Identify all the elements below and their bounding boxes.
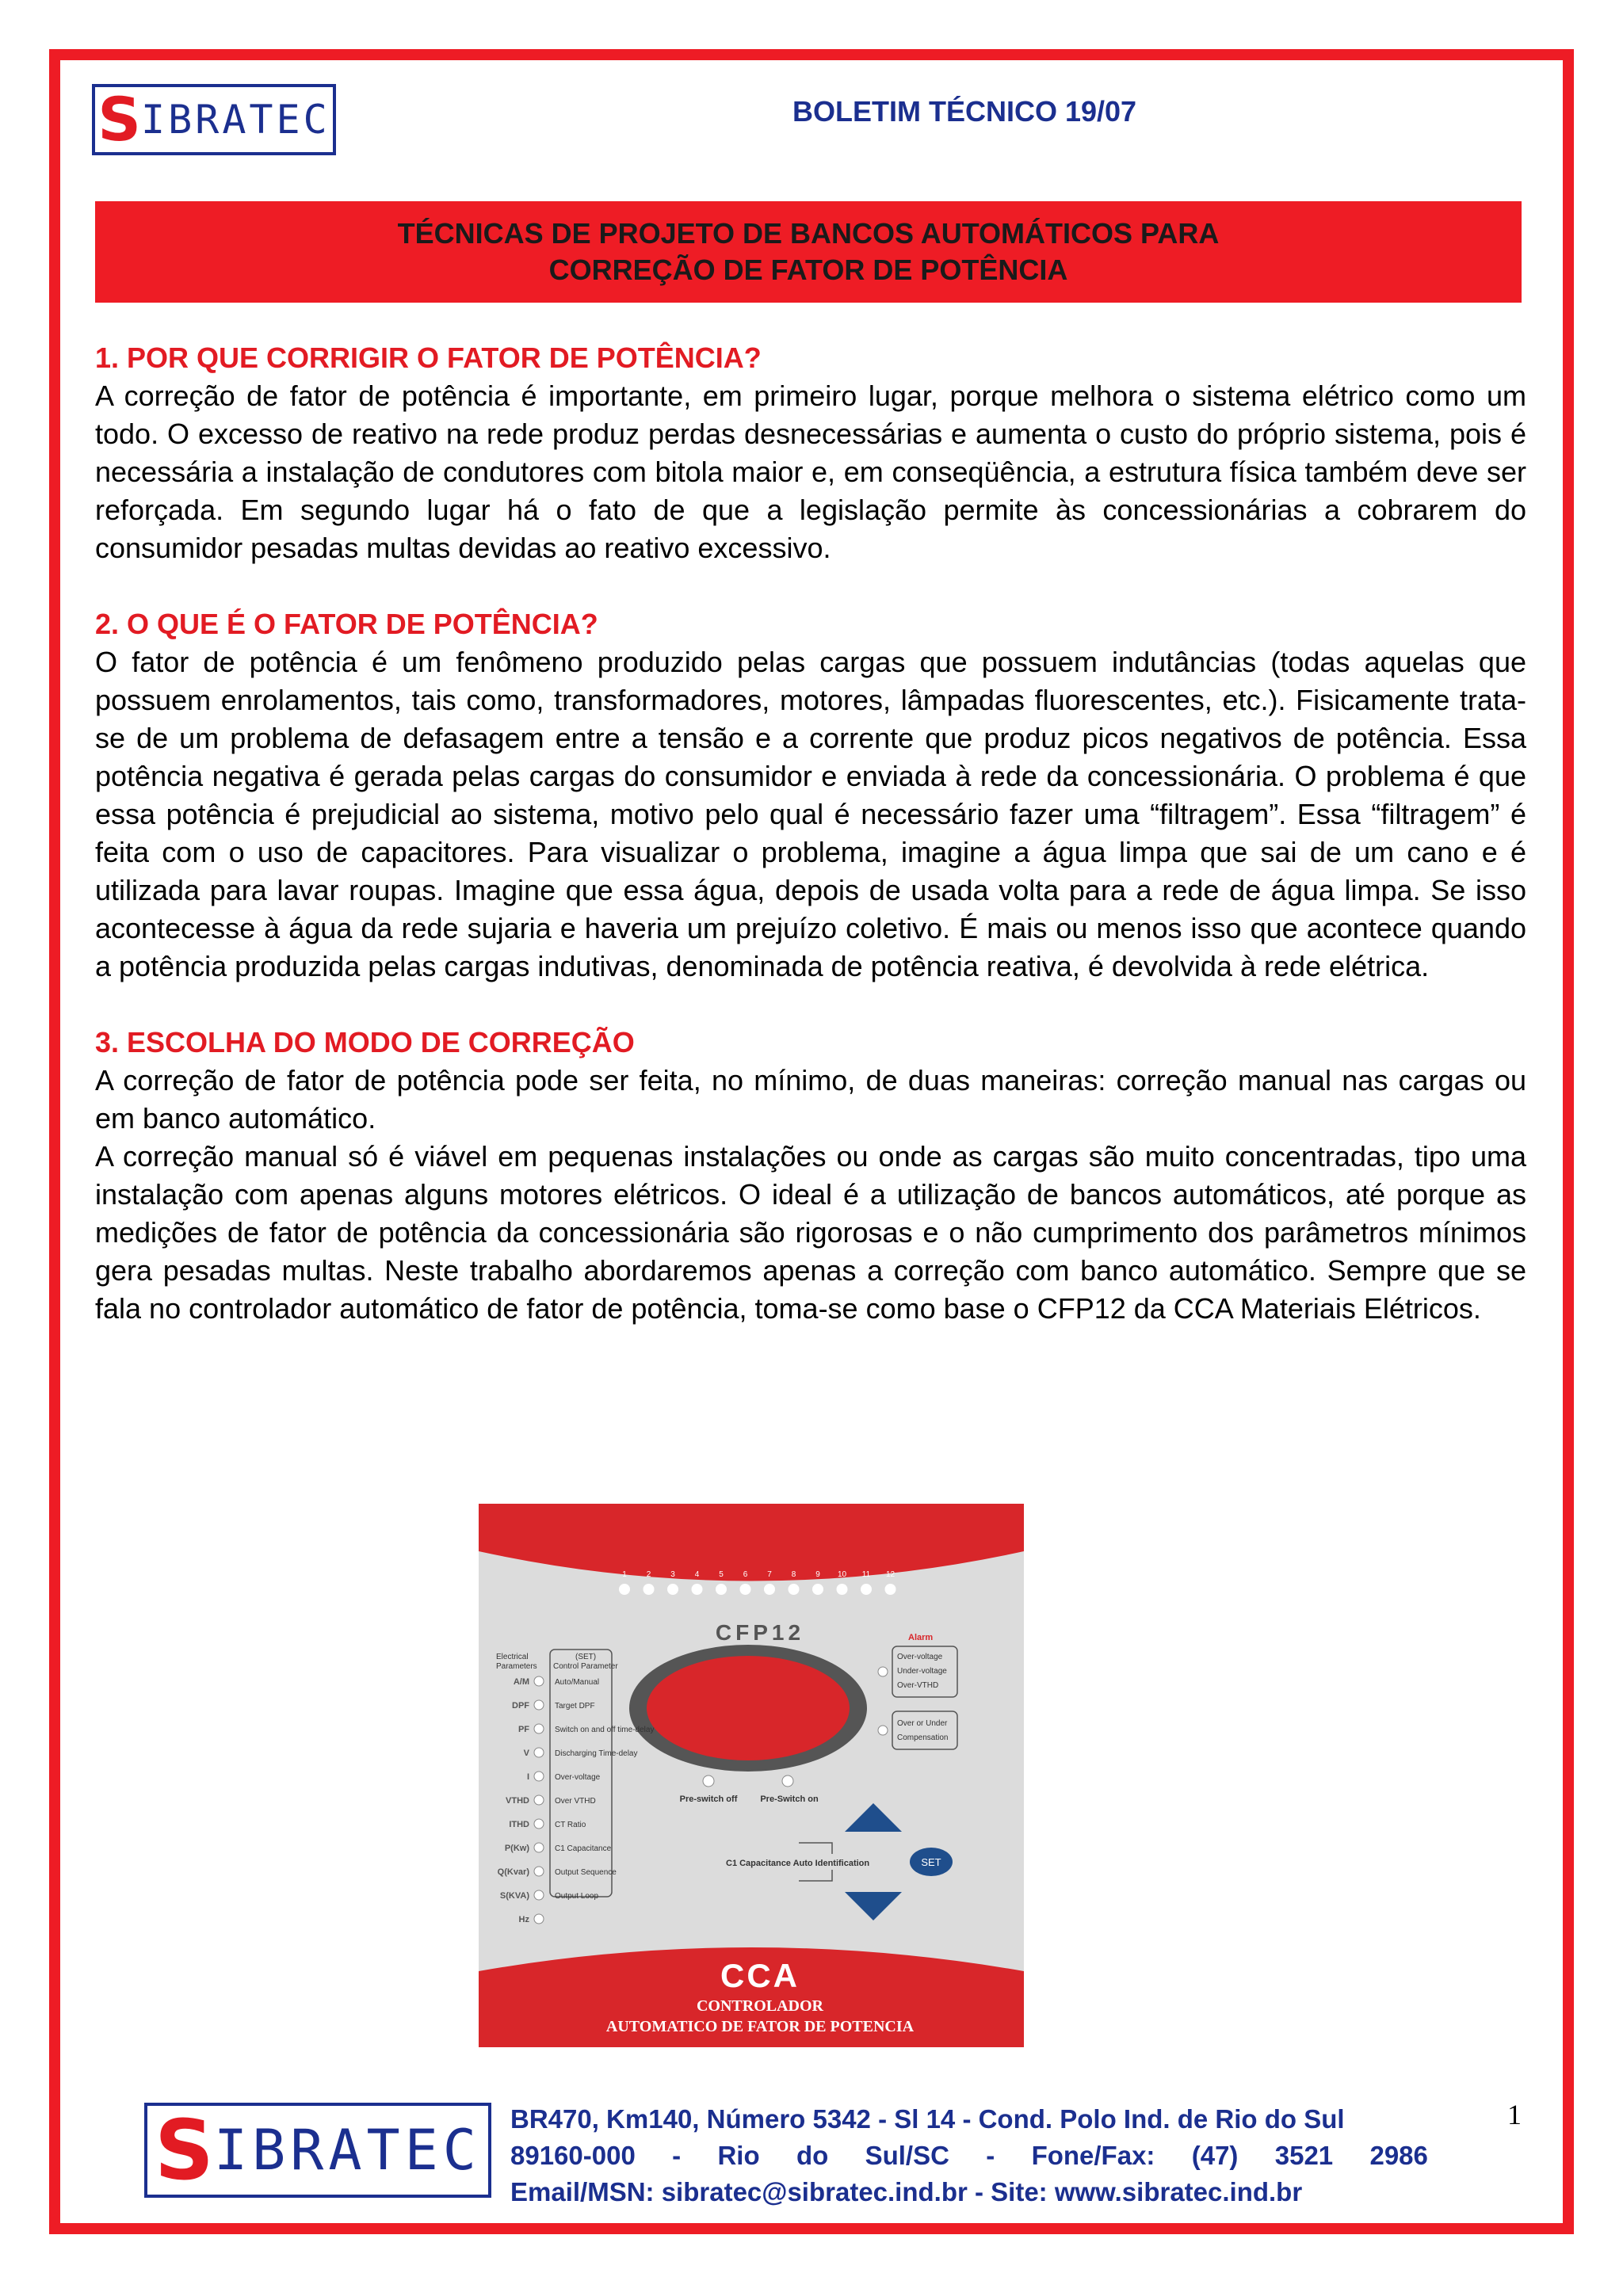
address-line-3: Email/MSN: sibratec@sibratec.ind.br - Site: www.sibratec.ind.br <box>510 2177 1303 2206</box>
step-led <box>716 1584 727 1595</box>
step-led <box>692 1584 703 1595</box>
step-led-number: 4 <box>694 1570 700 1579</box>
cfp12-controller-panel <box>479 1504 1024 2047</box>
article-body <box>95 339 1526 1328</box>
step-led-number: 1 <box>622 1570 627 1579</box>
step-led-number: 12 <box>885 1570 896 1579</box>
step-led <box>643 1584 655 1595</box>
electrical-param-label: Q(Kvar) <box>497 1867 529 1877</box>
page-number: 1 <box>1507 2099 1522 2130</box>
param-led <box>534 1867 544 1876</box>
alarm-title: Alarm <box>908 1633 934 1642</box>
panel-footer-line-2: AUTOMATICO DE FATOR DE POTENCIA <box>605 2018 915 2035</box>
control-param-label: Over VTHD <box>555 1797 596 1806</box>
alarm-under-voltage: Under-voltage <box>897 1667 947 1676</box>
control-param-label: Target DPF <box>555 1702 595 1711</box>
section-1-heading: 1. POR QUE CORRIGIR O FATOR DE POTÊNCIA? <box>95 341 762 374</box>
electrical-param-label: P(Kw) <box>504 1844 529 1853</box>
display-screen <box>647 1656 850 1760</box>
control-params-header-2: Control Parameter <box>553 1662 618 1671</box>
step-led-number: 6 <box>743 1570 748 1579</box>
logo-s: S <box>155 2102 214 2199</box>
control-param-label: Discharging Time-delay <box>555 1749 638 1758</box>
param-led <box>534 1700 544 1710</box>
step-led-number: 11 <box>861 1570 871 1579</box>
set-button-label: SET <box>921 1856 941 1868</box>
step-led <box>861 1584 872 1595</box>
logo-s: S <box>97 84 142 154</box>
section-3-paragraph-2: A correção manual só é viável em pequenas instalações ou onde as cargas são muito concentradas, tipo uma instalação com apenas alguns motores elétricos. O ideal é a utilização de bancos automáticos, até porque as medições de fator de potência da concessionária são rigorosas e o não cumprimento dos parâmetros mínimos gera pesadas multas. Neste trabalho abordaremos apenas a correção com banco automático. Sempre que se fala no controlador automático de fator de potência, toma-se como base o CFP12 da CCA Materiais Elétricos. <box>95 1140 1526 1325</box>
param-led <box>534 1890 544 1900</box>
banner-line-1: TÉCNICAS DE PROJETO DE BANCOS AUTOMÁTICOS PARA <box>397 217 1220 250</box>
step-led <box>764 1584 775 1595</box>
step-led <box>812 1584 823 1595</box>
footer-address <box>510 2101 1428 2210</box>
param-led <box>534 1819 544 1829</box>
param-led <box>534 1748 544 1757</box>
electrical-param-label: VTHD <box>506 1796 529 1806</box>
electrical-params-header: Electrical <box>496 1653 529 1661</box>
step-led-number: 10 <box>837 1570 847 1579</box>
step-led-number: 2 <box>646 1570 651 1579</box>
control-param-label: Auto/Manual <box>555 1678 600 1687</box>
section-2-heading: 2. O QUE É O FATOR DE POTÊNCIA? <box>95 608 598 640</box>
electrical-param-label: S(KVA) <box>499 1891 529 1901</box>
electrical-param-label: DPF <box>512 1701 529 1711</box>
sibratec-logo-footer <box>144 2103 491 2198</box>
control-param-label: CT Ratio <box>555 1821 586 1829</box>
control-param-label: Switch on and off time-delay <box>555 1726 655 1734</box>
panel-footer-line-1: CONTROLADOR <box>696 1997 824 2015</box>
electrical-param-label: V <box>523 1749 529 1758</box>
electrical-params-header-2: Parameters <box>496 1662 537 1671</box>
electrical-param-label: ITHD <box>509 1820 529 1829</box>
step-led-number: 3 <box>670 1570 675 1579</box>
step-led-number: 9 <box>815 1570 820 1579</box>
step-led <box>789 1584 800 1595</box>
electrical-param-label: I <box>526 1772 529 1782</box>
address-line-1: BR470, Km140, Número 5342 - Sl 14 - Cond. Polo Ind. de Rio do Sul <box>510 2104 1345 2134</box>
param-led <box>534 1676 544 1686</box>
alarm-led-1 <box>878 1667 888 1676</box>
param-led <box>534 1772 544 1781</box>
logo-text: IBRATEC <box>141 97 330 143</box>
pre-switch-on-led <box>782 1775 793 1787</box>
address-line-2: 89160-000 - Rio do Sul/SC - Fone/Fax: (47) 3521 2986 <box>510 2141 1428 2170</box>
step-led-number: 5 <box>719 1570 724 1579</box>
section-3-paragraph-1: A correção de fator de potência pode ser feita, no mínimo, de duas maneiras: correção manual nas cargas ou em banco automático. <box>95 1064 1526 1135</box>
bulletin-title: BOLETIM TÉCNICO 19/07 <box>792 95 1137 128</box>
pre-switch-off-label: Pre-switch off <box>679 1794 738 1804</box>
alarm-compensation: Compensation <box>897 1733 949 1742</box>
control-param-label: Output Loop <box>555 1892 599 1901</box>
auto-id-label: C1 Capacitance Auto Identification <box>726 1859 870 1868</box>
control-param-label: Over-voltage <box>555 1773 601 1782</box>
cca-brand: CCA <box>720 1957 800 1994</box>
banner-line-2: CORREÇÃO DE FATOR DE POTÊNCIA <box>548 254 1068 286</box>
alarm-over-vthd: Over-VTHD <box>897 1681 939 1690</box>
alarm-over-voltage: Over-voltage <box>897 1653 943 1661</box>
section-2-paragraph: O fator de potência é um fenômeno produzido pelas cargas que possuem indutâncias (todas aquelas que possuem enrolamentos, tais como, transformadores, motores, lâmpadas fluorescentes, etc.). Fisicamente trata-se de um problema de defasagem entre a tensão e a corrente que produz picos negativos de potência. Essa potência negativa é gerada pelas cargas do consumidor e enviada à rede da concessionária. O problema é que essa potência é prejudicial ao sistema, motivo pelo qual é necessário fazer uma “filtragem”. Essa “filtragem” é feita com o uso de capacitores. Para visualizar o problema, imagine a água limpa que sai de um cano e é utilizada para lavar roupas. Imagine que essa água, depois de usada volta para a rede de água limpa. Se isso acontecesse à água da rede sujaria e haveria um prejuízo coletivo. É mais ou menos isso que acontece quando a potência produzida pelas cargas indutivas, denominada de potência reativa, é devolvida à rede elétrica. <box>95 646 1526 982</box>
section-3-heading: 3. ESCOLHA DO MODO DE CORREÇÃO <box>95 1026 635 1058</box>
electrical-param-label: PF <box>517 1725 529 1734</box>
title-banner <box>95 201 1522 303</box>
param-led <box>534 1724 544 1733</box>
section-1-paragraph: A correção de fator de potência é importante, em primeiro lugar, porque melhora o sistema elétrico como um todo. O excesso de reativo na rede produz perdas desnecessárias e aumenta o custo do próprio sistema, pois é necessária a instalação de condutores com bitola maior e, em conseqüência, a estrutura física também deve ser reforçada. Em segundo lugar há o fato de que a legislação permite às concessionárias a cobrarem do consumidor pesadas multas devidas ao reativo excessivo. <box>95 379 1526 564</box>
control-param-label: C1 Capacitance <box>555 1844 612 1853</box>
sibratec-logo-header <box>92 84 336 155</box>
step-led <box>667 1584 678 1595</box>
electrical-param-label: Hz <box>518 1915 529 1924</box>
pre-switch-on-label: Pre-Switch on <box>760 1794 819 1804</box>
step-led <box>740 1584 751 1595</box>
electrical-param-label: A/M <box>513 1677 529 1687</box>
alarm-over-under: Over or Under <box>897 1719 948 1728</box>
logo-text: IBRATEC <box>213 2118 481 2183</box>
panel-model-label: CFP12 <box>715 1620 805 1645</box>
pre-switch-off-led <box>703 1775 714 1787</box>
param-led <box>534 1914 544 1924</box>
step-led <box>885 1584 896 1595</box>
step-led-number: 7 <box>767 1570 772 1579</box>
param-led <box>534 1795 544 1805</box>
step-led <box>837 1584 848 1595</box>
step-led-number: 8 <box>791 1570 796 1579</box>
control-params-header: (SET) <box>575 1653 597 1661</box>
param-led <box>534 1843 544 1852</box>
alarm-led-2 <box>878 1726 888 1735</box>
control-param-label: Output Sequence <box>555 1868 617 1877</box>
step-led <box>619 1584 630 1595</box>
